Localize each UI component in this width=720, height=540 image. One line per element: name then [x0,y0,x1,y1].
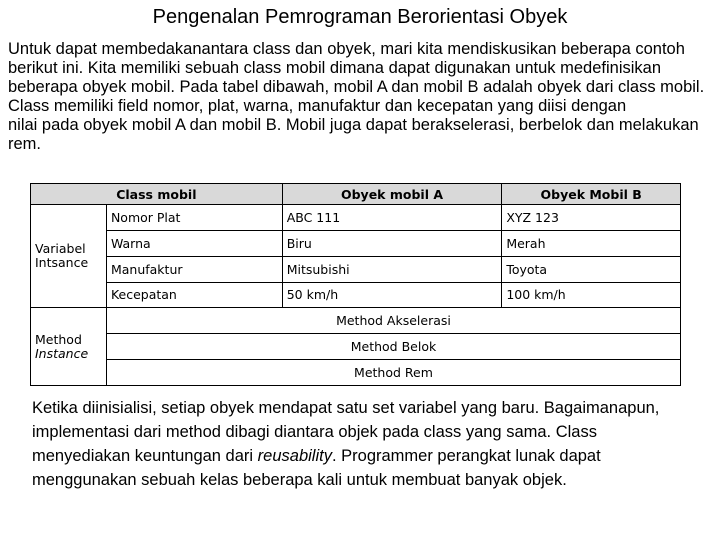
method-label-line1: Method [35,331,82,347]
intro-text [8,40,714,154]
table-row [31,360,681,386]
outro-text-after: . Programmer perangkat lunak dapat menggunakan sebuah kelas beberapa kali untuk membuat banyak objek. [32,447,601,489]
method-cell: Method Belok [106,334,680,360]
field-value-b: Toyota [502,256,681,282]
field-name: Kecepatan [106,282,282,308]
header-class: Class mobil [31,184,283,205]
field-name: Warna [106,230,282,256]
outro-emphasis: reusability [257,447,332,465]
class-object-table [30,183,681,386]
outro-text [32,396,672,492]
table-row [31,308,681,334]
outro-text-before: Ketika diinisialisi, setiap obyek mendapat satu set variabel yang baru. Bagaimanapun, implementasi dari method dibagi diantara objek pada class yang sama. Class menyediakan keuntungan dari [32,399,660,465]
header-object-b: Obyek Mobil B [502,184,681,205]
table-row [31,205,681,231]
field-value-b: XYZ 123 [502,205,681,231]
page-title: Pengenalan Pemrograman Berorientasi Obyek [152,6,568,28]
field-value-a: Biru [282,230,502,256]
field-value-a: 50 km/h [282,282,502,308]
method-instance-label [31,308,107,386]
field-value-a: ABC 111 [282,205,502,231]
table-row [31,256,681,282]
field-name: Nomor Plat [106,205,282,231]
table-row [31,282,681,308]
method-cell: Method Rem [106,360,680,386]
field-value-a: Mitsubishi [282,256,502,282]
field-value-b: 100 km/h [502,282,681,308]
variable-label-line2: Intsance [35,255,89,271]
variable-instance-label [31,205,107,308]
field-name: Manufaktur [106,256,282,282]
field-value-b: Merah [502,230,681,256]
intro-paragraph-1: Untuk dapat membedakanantara class dan obyek, mari kita mendiskusikan beberapa contoh berikut ini. Kita memiliki sebuah class mobil dimana dapat digunakan untuk medefinisikan beberapa obyek mobil. Pada tabel dibawah, mobil A dan mobil B adalah obyek dari class mobil. Class memiliki field nomor, plat, warna, manufaktur dan kecepatan yang diisi dengan [8,40,705,115]
table-row [31,230,681,256]
method-cell: Method Akselerasi [106,308,680,334]
intro-paragraph-2: nilai pada obyek mobil A dan mobil B. Mobil juga dapat berakselerasi, berbelok dan melakukan rem. [8,116,699,153]
table-header-row [31,184,681,205]
method-label-line2: Instance [35,345,89,361]
variable-label-line1: Variabel [35,241,86,257]
header-object-a: Obyek mobil A [282,184,502,205]
table-row [31,334,681,360]
